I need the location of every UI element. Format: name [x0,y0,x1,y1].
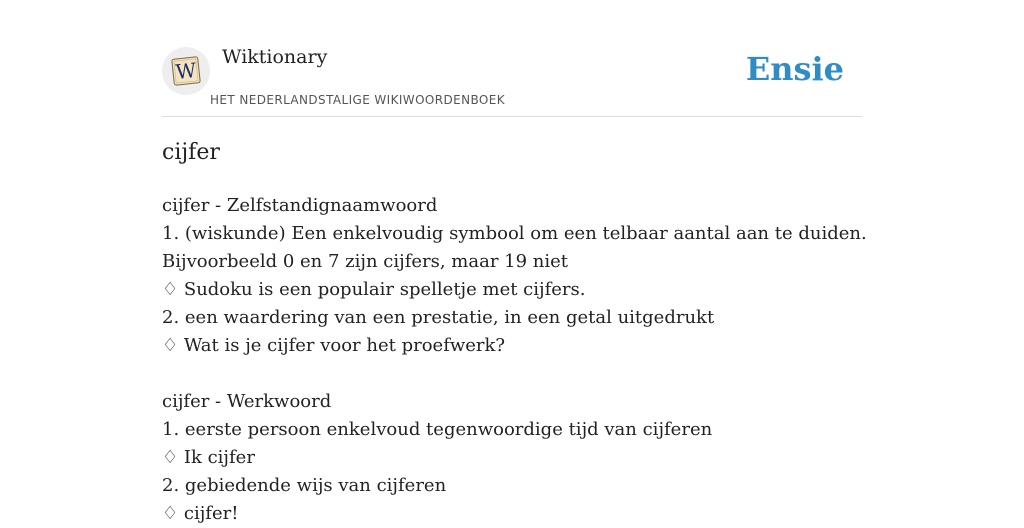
entry-heading: cijfer - Werkwoord [162,391,332,412]
wiktionary-logo[interactable] [162,47,210,95]
site-header [162,0,862,117]
word-title: cijfer [162,140,220,165]
definition-line: 1. eerste persoon enkelvoud tegenwoordige tijd van cijferen [162,419,713,440]
entry-heading: cijfer - Zelfstandignaamwoord [162,195,438,216]
logo-letter: W [174,57,198,85]
definition-line: 2. gebiedende wijs van cijferen [162,475,447,496]
site-name[interactable]: Wiktionary [222,46,328,68]
example-line: ♢ Ik cijfer [162,447,255,468]
example-line: ♢ Sudoku is een populair spelletje met cijfers. [162,279,586,300]
ensie-brand-link[interactable]: Ensie [745,50,844,88]
example-line: ♢ Wat is je cijfer voor het proefwerk? [162,335,506,356]
definition-line: 1. (wiskunde) Een enkelvoudig symbool om een telbaar aantal aan te duiden. [162,223,867,244]
definitions [162,192,867,528]
entry-spacer [162,360,862,388]
site-tagline: HET NEDERLANDSTALIGE WIKIWOORDENBOEK [210,93,506,107]
definition-line: 2. een waardering van een prestatie, in een getal uitgedrukt [162,307,715,328]
definition-line: Bijvoorbeeld 0 en 7 zijn cijfers, maar 19 niet [162,251,569,272]
example-line: ♢ cijfer! [162,503,239,524]
entry-verb [162,388,862,528]
logo-tile-icon [170,55,202,87]
entry-noun [162,192,867,360]
